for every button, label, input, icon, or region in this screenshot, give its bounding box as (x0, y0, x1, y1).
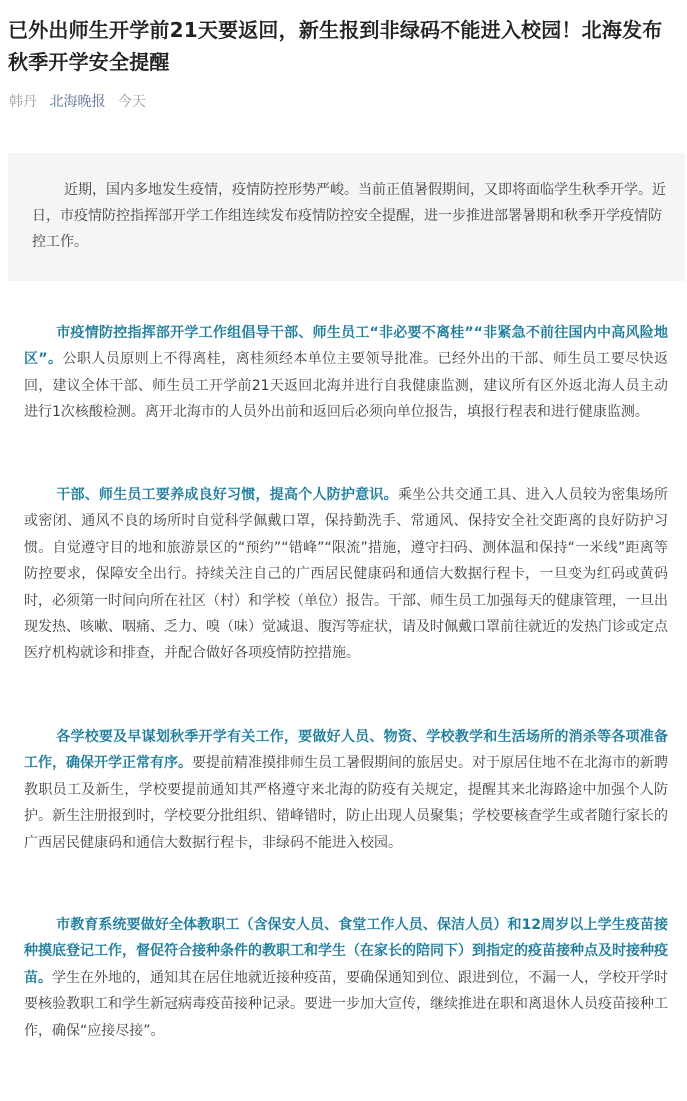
article-meta (9, 92, 154, 112)
paragraph-highlight: 干部、师生员工要养成良好习惯，提高个人防护意识。 (56, 487, 398, 503)
paragraph-text: 要提前精准摸排师生员工暑假期间的旅居史。对于原居住地不在北海市的新聘教职员工及新生，学校要提前通知其严格遵守来北海的防疫有关规定，提醒其来北海路途中加强个人防护。新生注册报到时，学校要分批组织、错峰错时，防止出现人员聚集；学校要核查学生或者随行家长的广西居民健康码和通信大数据行程卡，非绿码不能进入校园。 (24, 755, 668, 851)
paragraph-text: 公职人员原则上不得离桂，离桂须经本单位主要领导批准。已经外出的干部、师生员工要尽快返回，建议全体干部、师生员工开学前21天返回北海并进行自我健康监测，建议所有区外返北海人员主动进行1次核酸检测。离开北海市的人员外出前和返回后必须向单位报告，填报行程表和进行健康监测。 (24, 351, 668, 421)
article-paragraph (24, 482, 668, 667)
article-paragraph (24, 724, 668, 856)
article-paragraph (24, 320, 668, 426)
article-paragraph (24, 912, 668, 1044)
paragraph-text: 乘坐公共交通工具、进入人员较为密集场所或密闭、通风不良的场所时自觉科学佩戴口罩，保持勤洗手、常通风、保持安全社交距离的良好防护习惯。自觉遵守目的地和旅游景区的“预约”“错峰”“限流”措施，遵守扫码、测体温和保持“一米线”距离等防控要求，保障安全出行。持续关注自己的广西居民健康码和通信大数据行程卡，一旦变为红码或黄码时，必须第一时间向所在社区（村）和学校（单位）报告。干部、师生员工加强每天的健康管理，一旦出现发热、咳嗽、咽痛、乏力、嗅（味）觉减退、腹泻等症状，请及时佩戴口罩前往就近的发热门诊或定点医疗机构就诊和排查，并配合做好各项疫情防控措施。 (24, 487, 668, 662)
source-account-link[interactable]: 北海晚报 (49, 94, 106, 110)
publish-date: 今天 (117, 94, 146, 110)
paragraph-highlight: 各学校要及早谋划秋季开学有关工作，要做好人员、物资、学校教学和生活场所的消杀等各项准备工作，确保开学正常有序。 (24, 729, 668, 772)
paragraph-text: 学生在外地的，通知其在居住地就近接种疫苗，要确保通知到位、跟进到位，不漏一人，学校开学时要核验教职工和学生新冠病毒疫苗接种记录。要进一步加大宣传，继续推进在职和离退休人员疫苗接种工作，确保“应接尽接”。 (24, 969, 668, 1039)
paragraph-highlight: 市教育系统要做好全体教职工（含保安人员、食堂工作人员、保洁人员）和12周岁以上学生疫苗接种摸底登记工作，督促符合接种条件的教职工和学生（在家长的陪同下）到指定的疫苗接种点及时接种疫苗。 (24, 917, 668, 986)
paragraph-highlight: 市疫情防控指挥部开学工作组倡导干部、师生员工“非必要不离桂”“非紧急不前往国内中高风险地区”。 (24, 325, 668, 368)
lead-text: 近期，国内多地发生疫情，疫情防控形势严峻。当前正值暑假期间，又即将面临学生秋季开学。近日，市疫情防控指挥部开学工作组连续发布疫情防控安全提醒，进一步推进部署暑期和秋季开学疫情防控工作。 (32, 182, 666, 250)
lead-summary-box (8, 153, 685, 281)
author-name: 韩丹 (9, 94, 37, 110)
article-title: 已外出师生开学前21天要返回，新生报到非绿码不能进入校园！北海发布秋季开学安全提醒 (8, 18, 663, 74)
